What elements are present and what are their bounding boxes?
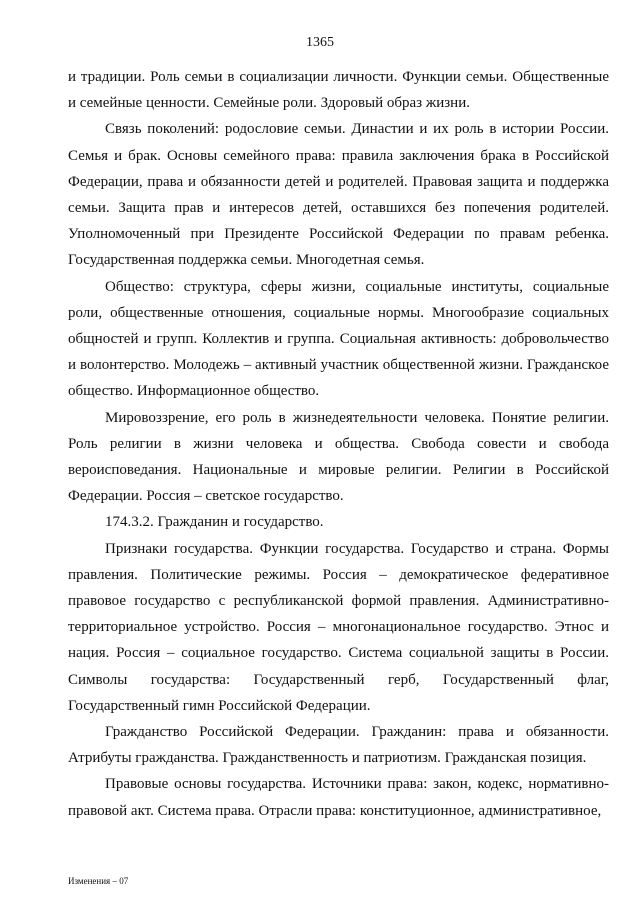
paragraph-state: Признаки государства. Функции государства. Государство и страна. Формы правления. Политические режимы. Россия – демократическое федеративное правовое государство с республиканской формой правления. Административно-территориальное устройство. Россия – многонациональное государство. Этнос и нация. Россия – социальное государство. Система социальной защиты в России. Символы государства: Государственный герб, Государственный флаг, Государственный гимн Российской Федерации.: [68, 540, 609, 714]
paragraph-legal-basis: Правовые основы государства. Источники права: закон, кодекс, нормативно-правовой акт. Система права. Отрасли права: конституционное, административное,: [68, 776, 609, 819]
paragraph-society: Общество: структура, сферы жизни, социальные институты, социальные роли, общественные отношения, социальные нормы. Многообразие социальных общностей и групп. Коллектив и группа. Социальная активность: добровольчество и волонтерство. Молодежь – активный участник общественной жизни. Гражданское общество. Информационное общество.: [68, 278, 609, 400]
page-number: 1365: [306, 35, 334, 50]
footer-revision: Изменения – 07: [68, 876, 129, 886]
document-body: [68, 64, 609, 824]
paragraph-generations: Связь поколений: родословие семьи. Династии и их роль в истории России. Семья и брак. Основы семейного права: правила заключения брака в Российской Федерации, права и обязанности детей и родителей. Правовая защита и поддержка семьи. Защита прав и интересов детей, оставшихся без попечения родителей. Уполномоченный при Президенте Российской Федерации по правам ребенка. Государственная поддержка семьи. Многодетная семья.: [68, 121, 609, 269]
paragraph-continuation: и традиции. Роль семьи в социализации личности. Функции семьи. Общественные и семейные ценности. Семейные роли. Здоровый образ жизни.: [68, 69, 609, 112]
paragraph-worldview: Мировоззрение, его роль в жизнедеятельности человека. Понятие религии. Роль религии в жизни человека и общества. Свобода совести и свобода вероисповедания. Национальные и мировые религии. Религии в Российской Федерации. Россия – светское государство.: [68, 409, 609, 505]
section-heading: 174.3.2. Гражданин и государство.: [105, 514, 324, 531]
paragraph-citizenship: Гражданство Российской Федерации. Гражданин: права и обязанности. Атрибуты гражданства. Гражданственность и патриотизм. Гражданская позиция.: [68, 724, 609, 767]
